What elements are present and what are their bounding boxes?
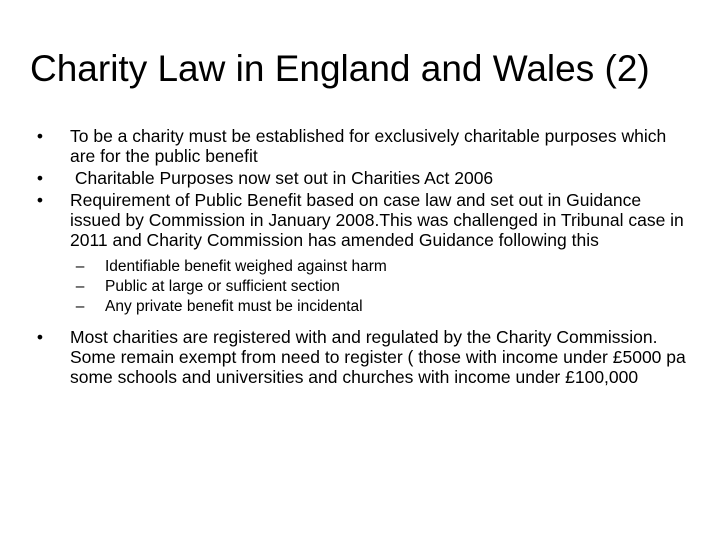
bullet-marker: •: [36, 126, 44, 146]
sub-bullet-text: Any private benefit must be incidental: [105, 298, 363, 315]
bullet-text: Requirement of Public Benefit based on case law and set out in Guidance issued by Commission in January 2008.This was challenged in Tribunal case in 2011 and Charity Commission has amended Guidance following this: [70, 190, 684, 250]
bullet-item: [30, 168, 690, 188]
bullet-text: To be a charity must be established for exclusively charitable purposes which are for the public benefit: [70, 126, 667, 166]
sub-bullet-marker: –: [75, 298, 85, 315]
bullet-marker: •: [36, 168, 44, 188]
bullet-marker: •: [36, 190, 44, 210]
sub-bullet-list: [30, 257, 690, 317]
sub-bullet-item: [30, 277, 690, 297]
sub-bullet-item: [30, 297, 690, 317]
bullet-text: Charitable Purposes now set out in Charities Act 2006: [70, 168, 494, 188]
slide-title: Charity Law in England and Wales (2): [30, 48, 650, 89]
sub-bullet-marker: –: [75, 278, 85, 295]
sub-bullet-text: Identifiable benefit weighed against harm: [105, 258, 387, 275]
sub-bullet-text: Public at large or sufficient section: [105, 278, 340, 295]
sub-bullet-marker: –: [75, 258, 85, 275]
bullet-marker: •: [36, 327, 44, 347]
bullet-item: [30, 190, 690, 317]
bullet-item: [30, 126, 690, 166]
sub-bullet-item: [30, 257, 690, 277]
bullet-text: Most charities are registered with and regulated by the Charity Commission. Some remain exempt from need to register ( those with income under £5000 pa some schools and universities and churches with income under £100,000: [70, 327, 686, 387]
bullet-item: [30, 327, 690, 387]
bullet-list: [30, 126, 690, 389]
